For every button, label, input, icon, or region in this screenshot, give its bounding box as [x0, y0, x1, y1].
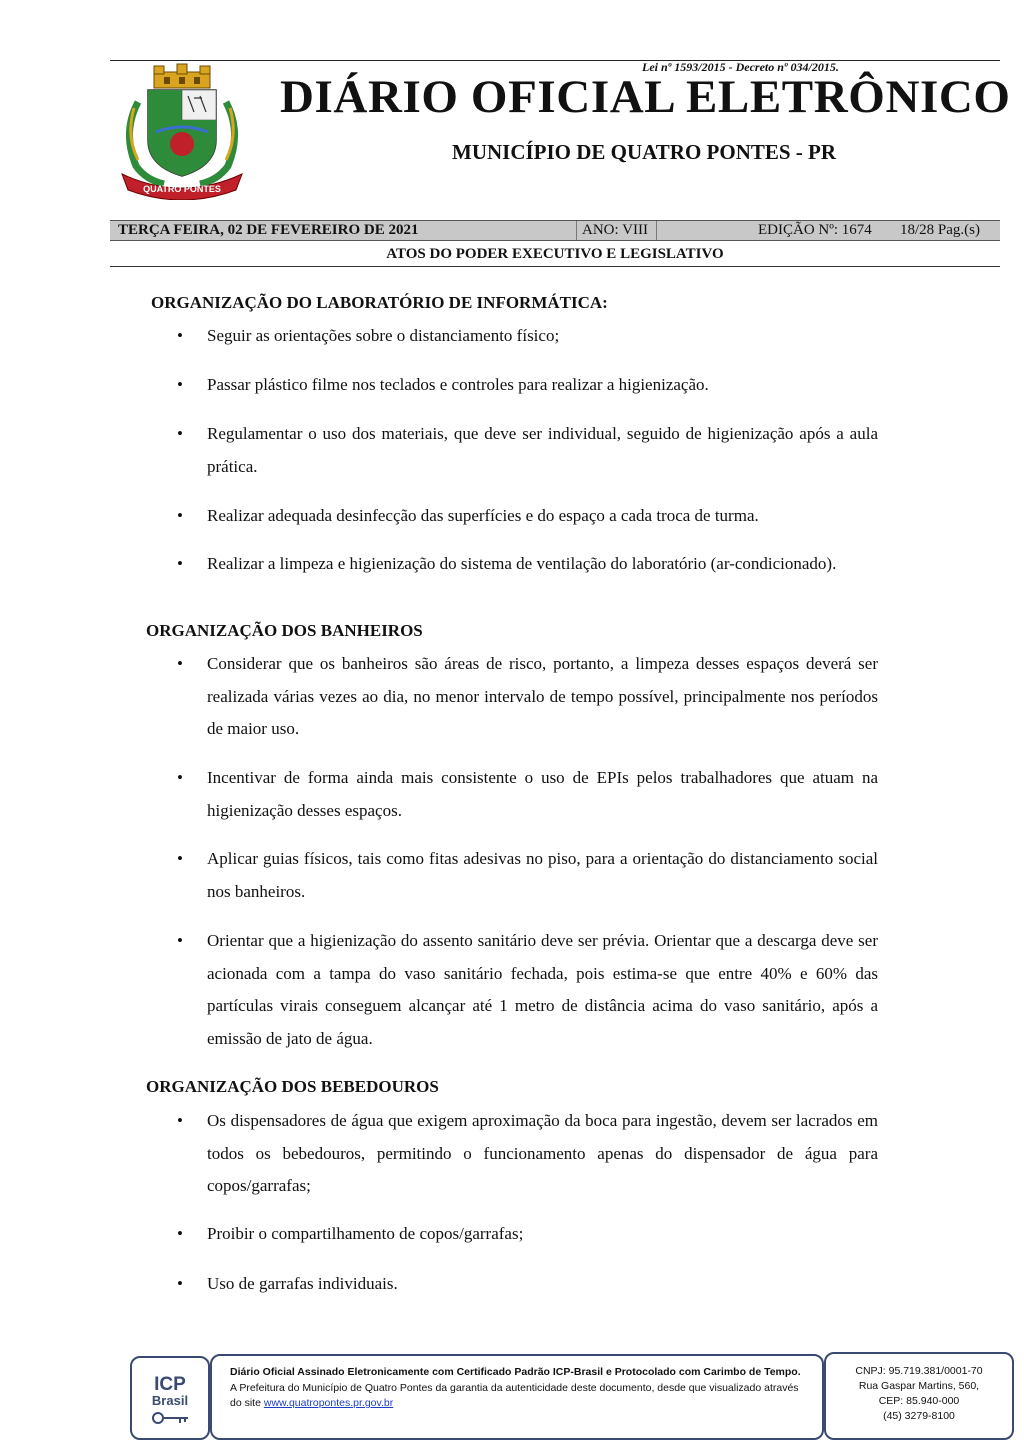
- footer-authenticity-text: [230, 1381, 805, 1411]
- law-reference: Lei nº 1593/2015 - Decreto nº 034/2015.: [642, 60, 839, 74]
- icp-brasil-logo-box: [130, 1356, 210, 1440]
- section-title: ORGANIZAÇÃO DO LABORATÓRIO DE INFORMÁTICA:: [151, 293, 608, 312]
- list-item: • Passar plástico filme nos teclados e controles para realizar a higienização.: [207, 369, 878, 402]
- list-item: • Aplicar guias físicos, tais como fitas adesivas no piso, para a orientação do distanciamento social nos banheiros.: [207, 843, 878, 908]
- footer-contact-box: [824, 1352, 1014, 1440]
- edition-number: EDIÇÃO Nº: 1674: [758, 222, 872, 238]
- municipal-crest-logo: [116, 62, 248, 200]
- info-bar-separator: [656, 221, 657, 240]
- edition-info-bar: [110, 220, 1000, 241]
- list-item: • Realizar adequada desinfecção das superfícies e do espaço a cada troca de turma.: [207, 500, 878, 533]
- icp-logo-line1: ICP: [154, 1374, 186, 1395]
- key-icon: [153, 1413, 163, 1423]
- page-title: DIÁRIO OFICIAL ELETRÔNICO: [280, 71, 1011, 123]
- cnpj: CNPJ: 95.719.381/0001-70: [855, 1365, 983, 1377]
- section-title: ORGANIZAÇÃO DOS BANHEIROS: [146, 621, 423, 640]
- list-item: • Realizar a limpeza e higienização do sistema de ventilação do laboratório (ar-condicionado).: [207, 548, 878, 581]
- edition-year: ANO: VIII: [582, 222, 648, 238]
- list-item: • Regulamentar o uso dos materiais, que deve ser individual, seguido de higienização após a aula prática.: [207, 418, 878, 483]
- list-item: • Orientar que a higienização do assento sanitário deve ser prévia. Orientar que a descarga deve ser acionada com a tampa do vaso sanitário fechada, pois estima-se que entre 40% e 60% das partículas virais conseguem alcançar até 1 metro de distância acima do vaso sanitário, após a emissão de jato de água.: [207, 925, 878, 1055]
- icp-brasil-logo: [132, 1358, 208, 1438]
- list-item: • Seguir as orientações sobre o distanciamento físico;: [207, 320, 878, 353]
- list-item: • Os dispensadores de água que exigem aproximação da boca para ingestão, devem ser lacrados em todos os bebedouros, permitindo o funcionamento apenas do dispensador de água para copos/garrafas;: [207, 1105, 878, 1203]
- cep: CEP: 85.940-000: [878, 1395, 960, 1407]
- section-title: ORGANIZAÇÃO DOS BEBEDOUROS: [146, 1077, 439, 1096]
- section-rule: [110, 266, 1000, 267]
- footer-certification-text: Diário Oficial Assinado Eletronicamente com Certificado Padrão ICP-Brasil e Protocolado com Carimbo de Tempo.: [230, 1366, 801, 1378]
- info-bar-separator: [576, 221, 577, 240]
- top-rule: [110, 60, 1000, 61]
- website-link[interactable]: www.quatropontes.pr.gov.br: [263, 1397, 394, 1409]
- phone: (45) 3279-8100: [883, 1410, 955, 1422]
- address: Rua Gaspar Martins, 560,: [858, 1380, 980, 1392]
- list-item: • Proibir o compartilhamento de copos/garrafas;: [207, 1218, 878, 1251]
- edition-date: TERÇA FEIRA, 02 DE FEVEREIRO DE 2021: [118, 222, 419, 238]
- contact-info: [826, 1364, 1012, 1424]
- crest-banner-text: QUATRO PONTES: [143, 184, 221, 194]
- section-heading: ATOS DO PODER EXECUTIVO E LEGISLATIVO: [386, 246, 724, 262]
- list-item: • Uso de garrafas individuais.: [207, 1268, 878, 1301]
- authenticity-text: A Prefeitura do Município de Quatro Pontes da garantia da autenticidade deste documento, desde que visualizado através do site: [230, 1382, 799, 1409]
- footer-certification-box: [210, 1354, 824, 1440]
- icp-logo-line2: Brasil: [151, 1393, 189, 1408]
- list-item: • Considerar que os banheiros são áreas de risco, portanto, a limpeza desses espaços deverá ser realizada várias vezes ao dia, no menor intervalo de tempo possível, principalmente nos períodos de maior uso.: [207, 648, 878, 746]
- list-item: • Incentivar de forma ainda mais consistente o uso de EPIs pelos trabalhadores que atuam na higienização desses espaços.: [207, 762, 878, 827]
- municipality-subtitle: MUNICÍPIO DE QUATRO PONTES - PR: [452, 140, 837, 164]
- page-count: 18/28 Pag.(s): [900, 222, 980, 238]
